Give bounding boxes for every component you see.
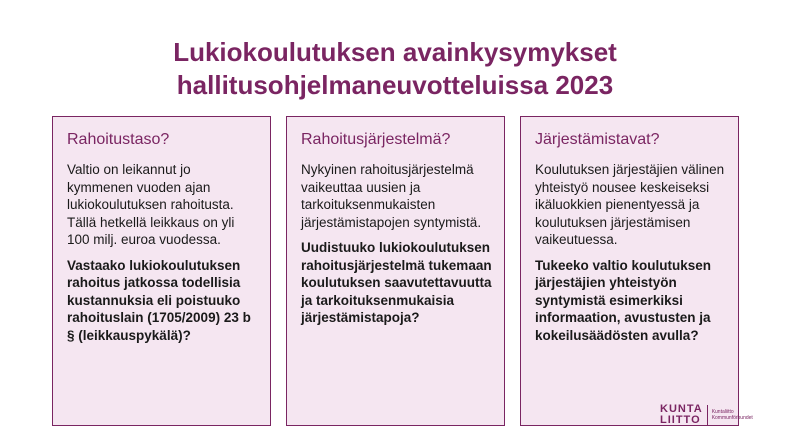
card-question: Tukeeko valtio koulutuksen järjestäjien yhteistyön syntymistä esimerkiksi informaation, avustusten ja kokeilusäädösten avulla? (535, 257, 712, 343)
card-question: Uudistuuko lukiokoulutuksen rahoitusjärjestelmä tukemaan koulutuksen saavutettavuutta ja tarkoituksenmukaisia järjestämistapoja? (301, 240, 492, 325)
page-title (0, 36, 790, 102)
kuntaliitto-logo (660, 404, 752, 426)
logo-wordmark (660, 404, 703, 426)
card-heading: Rahoitusjärjestelmä? (301, 131, 451, 148)
logo-line2: LIITTO (660, 414, 701, 426)
page-title-line2: hallitusohjelmaneuvotteluissa 2023 (176, 70, 614, 100)
logo-line1: KUNTA (660, 403, 703, 415)
card-funding-level (52, 116, 271, 426)
card-question: Vastaako lukiokoulutuksen rahoitus jatkossa todellisia kustannuksia eli poistuuko rahoituslain (1705/2009) 23 b § (leikkauspykälä)? (67, 257, 251, 343)
card-funding-system (286, 116, 505, 426)
card-heading: Rahoitustaso? (67, 131, 170, 148)
logo-divider (707, 405, 708, 425)
logo-subtitle: Kuntaliitto Kommunförbundet (711, 409, 753, 421)
card-text: Koulutuksen järjestäjien välinen yhteistyö nousee keskeiseksi ikäluokkien pienentyessä ja koulutuksen järjestämisen vaikeutuessa. (535, 162, 725, 247)
card-heading: Järjestämistavat? (535, 131, 660, 148)
card-organization-methods (520, 116, 739, 426)
page-title-line1: Lukiokoulutuksen avainkysymykset (173, 37, 617, 67)
card-text: Valtio on leikannut jo kymmenen vuoden ajan lukiokoulutuksen rahoitusta. Tällä hetkellä leikkaus on yli 100 milj. euroa vuodessa. (67, 162, 235, 247)
card-text: Nykyinen rahoitusjärjestelmä vaikeuttaa uusien ja tarkoituksenmukaisten järjestämistapojen syntymistä. (301, 162, 482, 230)
